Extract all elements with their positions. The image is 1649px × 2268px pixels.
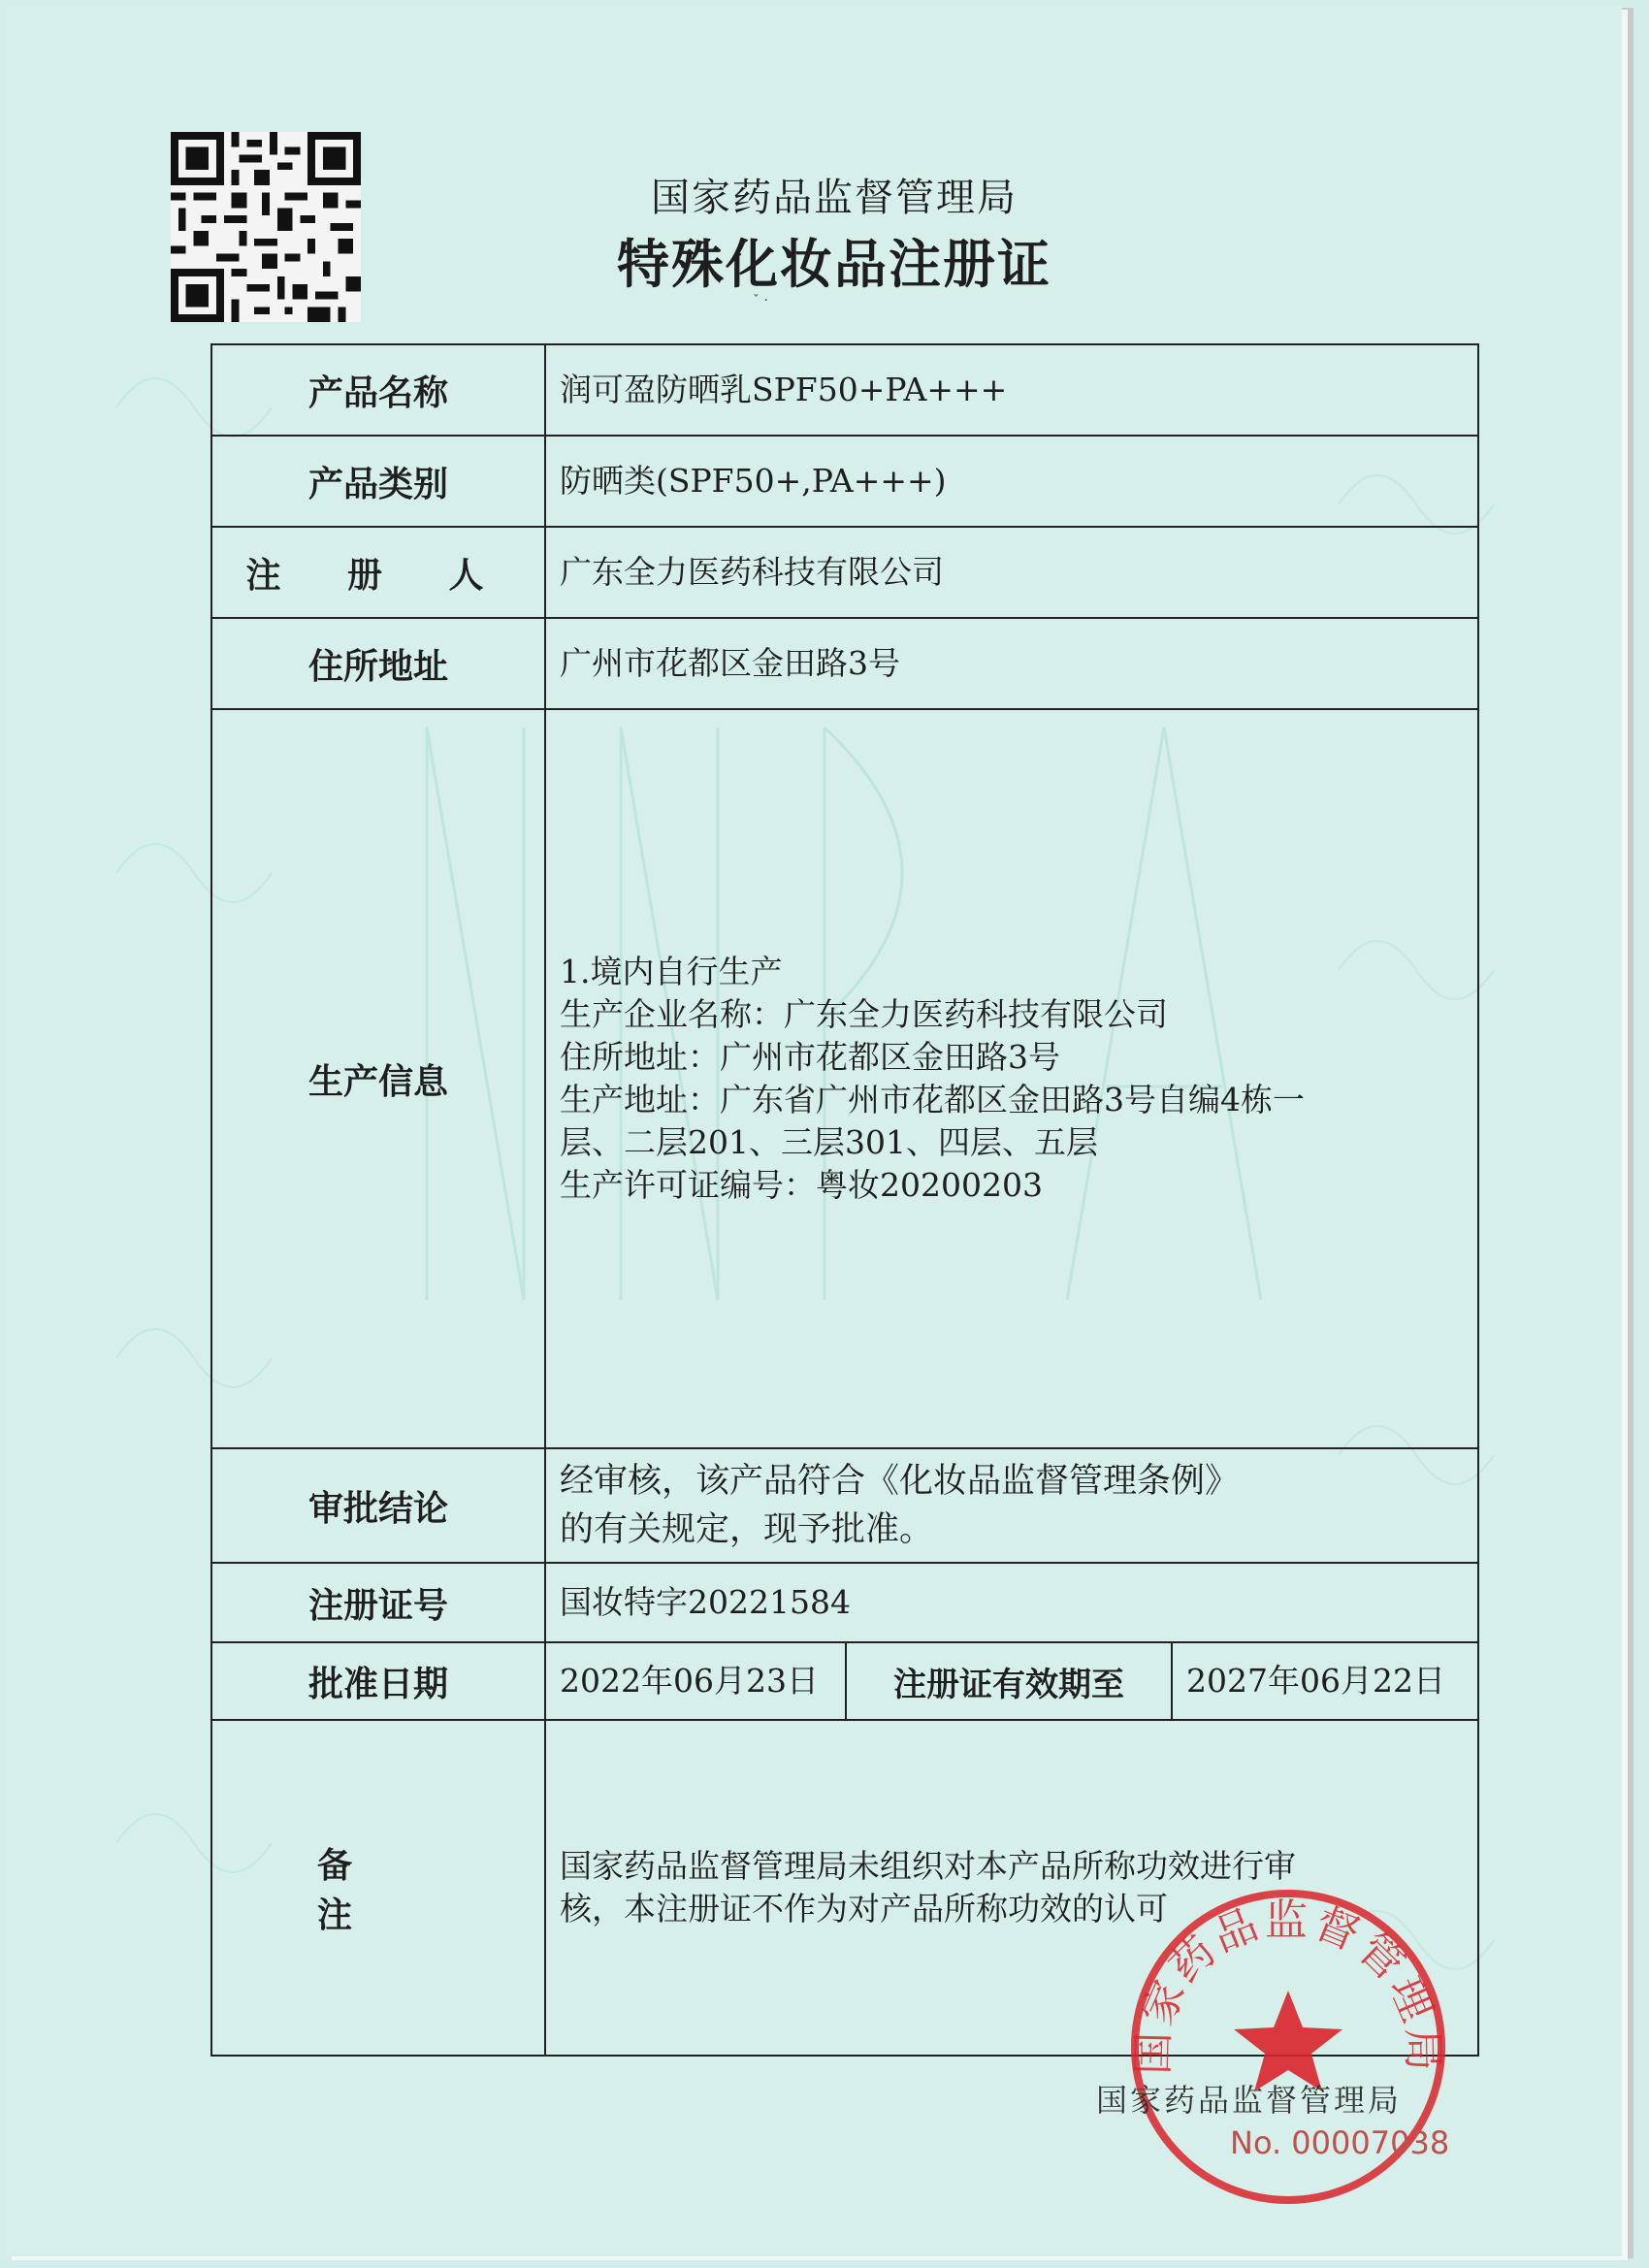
row-approval-date	[211, 1642, 1478, 1720]
conclusion-line: 的有关规定，现予批准。	[560, 1510, 934, 1549]
product-name-value: 润可盈防晒乳SPF50+PA+++	[545, 344, 1478, 436]
approval-conclusion-value	[545, 1448, 1478, 1563]
production-info-label: 生产信息	[211, 709, 545, 1448]
registrant-label: 注 册 人	[211, 527, 545, 618]
row-product-category	[211, 436, 1478, 527]
registration-no-label: 注册证号	[211, 1563, 545, 1642]
small-mark: ˇ ·	[753, 293, 768, 308]
production-line: 生产地址：广东省广州市花都区金田路3号自编4栋一	[560, 1081, 1305, 1118]
row-approval-conclusion	[211, 1448, 1478, 1563]
certificate-table	[210, 343, 1479, 2057]
conclusion-line: 经审核，该产品符合《化妆品监督管理条例》	[560, 1462, 1240, 1501]
remarks-label: 备 注	[211, 1720, 545, 2056]
certificate-title: 特殊化妆品注册证	[617, 234, 1051, 295]
production-line: 生产许可证编号：粤妆20200203	[560, 1166, 1043, 1204]
seal-text: 国家药品监督管理局	[1128, 1895, 1448, 2076]
product-category-value: 防晒类(SPF50+,PA+++)	[545, 436, 1478, 527]
row-registration-no	[211, 1563, 1478, 1642]
registrant-value: 广东全力医药科技有限公司	[545, 527, 1478, 618]
address-value: 广州市花都区金田路3号	[545, 618, 1478, 709]
row-registrant	[211, 527, 1478, 618]
address-label: 住所地址	[211, 618, 545, 709]
row-product-name	[211, 344, 1478, 436]
row-address	[211, 618, 1478, 709]
approval-conclusion-label: 审批结论	[211, 1448, 545, 1563]
production-line: 层、二层201、三层301、四层、五层	[560, 1123, 1098, 1161]
row-production-info	[211, 709, 1478, 1448]
production-line: 1.境内自行生产	[560, 953, 783, 990]
valid-until-label: 注册证有效期至	[846, 1642, 1172, 1720]
production-line: 生产企业名称：广东全力医药科技有限公司	[560, 995, 1168, 1033]
approval-date-label: 批准日期	[211, 1642, 545, 1720]
remarks-line: 核，本注册证不作为对产品所称功效的认可	[560, 1890, 1168, 1928]
official-seal-icon	[1123, 1882, 1453, 2212]
issuing-authority: 国家药品监督管理局	[1096, 2082, 1403, 2119]
registration-no-value: 国妆特字20221584	[545, 1563, 1478, 1642]
remarks-line: 国家药品监督管理局未组织对本产品所称功效进行审	[560, 1847, 1296, 1885]
serial-number: No. 00007038	[1230, 2124, 1450, 2161]
qr-code-icon	[169, 132, 363, 322]
agency-name: 国家药品监督管理局	[651, 176, 1018, 220]
approval-date-value: 2022年06月23日	[545, 1642, 846, 1720]
product-name-label: 产品名称	[211, 344, 545, 436]
valid-until-value: 2027年06月22日	[1172, 1642, 1478, 1720]
product-category-label: 产品类别	[211, 436, 545, 527]
production-line: 住所地址：广州市花都区金田路3号	[560, 1038, 1060, 1076]
production-info-value	[545, 709, 1478, 1448]
